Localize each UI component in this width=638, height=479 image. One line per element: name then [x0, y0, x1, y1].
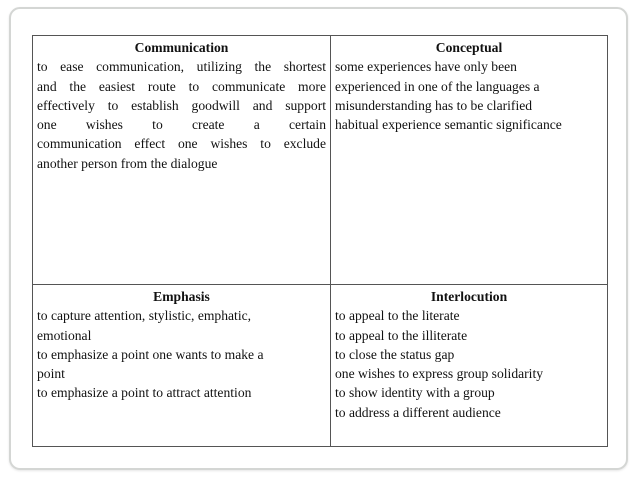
interlocution-cell [331, 285, 608, 447]
text-line: to emphasize a point to attract attention [37, 385, 252, 401]
table-row [33, 285, 608, 447]
conceptual-cell [331, 36, 608, 285]
text-line: habitual experience semantic significance [335, 117, 562, 133]
text-line: emotional [37, 327, 92, 343]
conceptual-text [335, 57, 603, 134]
emphasis-cell [33, 285, 331, 447]
communication-heading: Communication [134, 40, 229, 55]
communication-text [37, 57, 326, 173]
interlocution-heading: Interlocution [430, 289, 508, 304]
text-line: communication effect one wishes to exclude [37, 136, 326, 152]
text-line: to show identity with a group [335, 385, 495, 401]
text-line: to capture attention, stylistic, emphatic, [37, 308, 252, 324]
emphasis-heading: Emphasis [153, 289, 210, 304]
communication-cell [33, 36, 331, 285]
text-line: to appeal to the literate [335, 308, 460, 324]
table-row [33, 36, 608, 285]
text-line: and the easiest route to communicate more [37, 78, 326, 94]
text-line: to ease communication, utilizing the shortest [37, 59, 326, 75]
interlocution-text [335, 306, 603, 422]
text-line: misunderstanding has to be clarified [335, 97, 533, 113]
emphasis-text [37, 306, 326, 402]
text-line: to close the status gap [335, 346, 455, 362]
text-line: one wishes to create a certain [37, 117, 326, 133]
text-line: to emphasize a point one wants to make a [37, 346, 264, 362]
text-line: point [37, 366, 65, 382]
conceptual-heading: Conceptual [435, 40, 503, 55]
text-line: effectively to establish goodwill and support [37, 97, 326, 113]
text-line: to appeal to the illiterate [335, 327, 468, 343]
text-line: some experiences have only been [335, 59, 517, 75]
text-line: one wishes to express group solidarity [335, 366, 544, 382]
text-line: experienced in one of the languages a [335, 78, 540, 94]
quadrant-table [32, 35, 608, 447]
text-line: another person from the dialogue [37, 155, 218, 171]
text-line: to address a different audience [335, 404, 501, 420]
